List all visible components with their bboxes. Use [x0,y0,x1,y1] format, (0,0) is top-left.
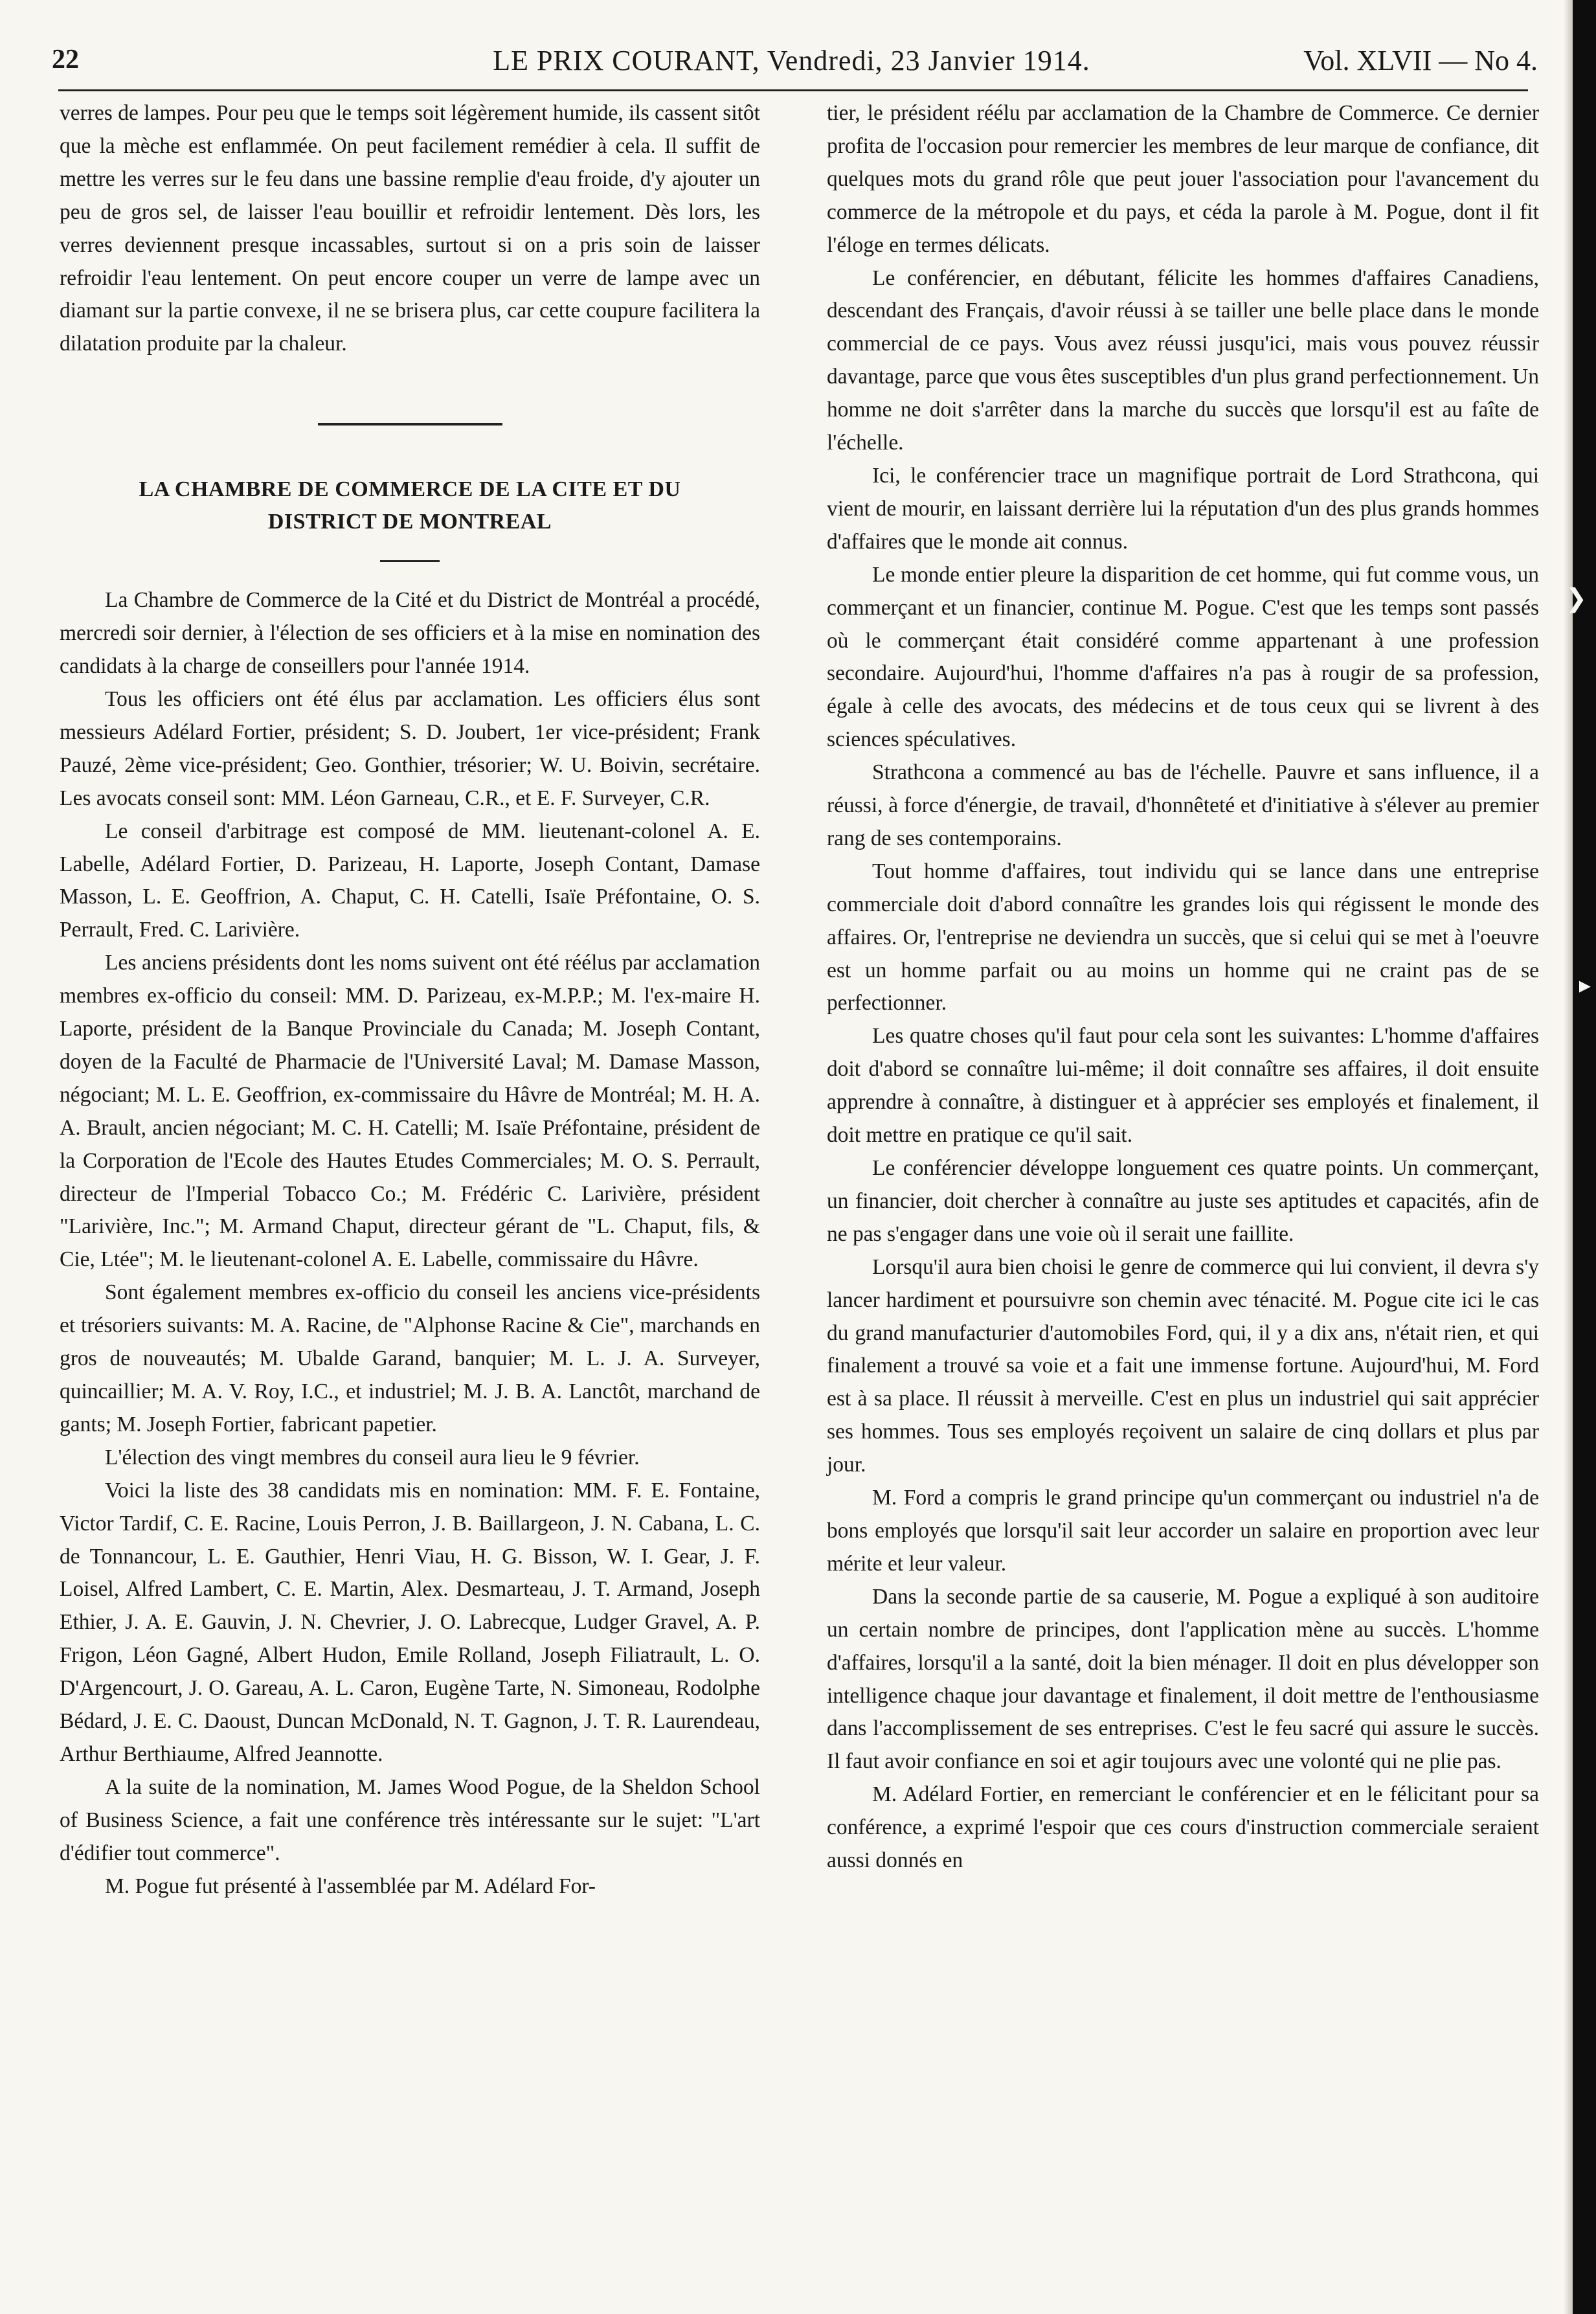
scan-edge-bar [1565,0,1596,2314]
article-paragraph: Les quatre choses qu'il faut pour cela sont les suivantes: L'homme d'affaires doit d'abord se connaître lui-même; il doit connaître ses affaires, il doit ensuite apprendre à connaître, à distinguer et à apprécier ses employés et finalement, il doit mettre en pratique ce qu'il sait. [827,1024,1539,1148]
left-column [60,97,760,1903]
volume-number: Vol. XLVII — No 4. [1303,45,1538,76]
article-paragraph: Le conférencier, en débutant, félicite les hommes d'affaires Canadiens, descendant des Français, d'avoir réussi à se tailler une belle place dans le monde commercial de ce pays. Vous avez réussi jusqu'ici, mais vous pouvez réussir davantage, parce que vous êtes susceptibles d'un plus grand perfectionnement. Un homme ne doit s'arrêter dans la marche du succès que lorsqu'il est au faîte de l'échelle. [827,266,1539,455]
header-rule [58,89,1528,91]
section-divider [318,423,502,425]
article-paragraph: Les anciens présidents dont les noms suivent ont été réélus par acclamation membres ex-officio du conseil: MM. D. Parizeau, ex-M.P.P.; M. l'ex-maire H. Laporte, président de la Banque Provinciale du Canada; M. Joseph Contant, doyen de la Faculté de Pharmacie de l'Université Laval; M. Damase Masson, négociant; M. L. E. Geoffrion, ex-commissaire du Hâvre de Montréal; M. H. A. A. Brault, ancien négociant; M. C. H. Catelli; M. Isaïe Préfontaine, président de la Corporation de l'Ecole des Hautes Etudes Commerciales; M. O. S. Perrault, directeur de l'Imperial Tobacco Co.; M. Frédéric C. Larivière, président "Larivière, Inc."; M. Armand Chaput, directeur gérant de "L. Chaput, fils, & Cie, Ltée"; M. le lieutenant-colonel A. E. Labelle, commissaire du Hâvre. [60,951,760,1272]
article-paragraph: Tout homme d'affaires, tout individu qui se lance dans une entreprise commerciale doit d'abord connaître les grandes lois qui régissent le monde des affaires. Or, l'entreprise ne deviendra un succès, que si celui qui se met à l'oeuvre est un homme parfait ou au moins un homme qui ne craint pas de se perfectionner. [827,859,1539,1015]
article-paragraph: Sont également membres ex-officio du conseil les anciens vice-présidents et trésoriers suivants: M. A. Racine, de "Alphonse Racine & Cie", marchands en gros de nouveautés; M. Ubalde Garand, banquier; M. L. J. A. Surveyer, quincaillier; M. A. V. Roy, I.C., et industriel; M. J. B. A. Lanctôt, marchand de gants; M. Joseph Fortier, fabricant papetier. [60,1280,760,1436]
article-paragraph: Le conseil d'arbitrage est composé de MM. lieutenant-colonel A. E. Labelle, Adélard Fortier, D. Parizeau, H. Laporte, Joseph Contant, Damase Masson, L. E. Geoffrion, A. Chaput, C. H. Catelli, Isaïe Préfontaine, O. S. Perrault, Fred. C. Larivière. [60,819,760,942]
article-paragraph: A la suite de la nomination, M. James Wood Pogue, de la Sheldon School of Business Science, a fait une conférence très intéressante sur le sujet: "L'art d'édifier tout commerce". [60,1775,760,1865]
page-binding-shadow [1564,0,1573,2314]
right-column [827,97,1539,1877]
section-heading [60,473,760,538]
page-number: 22 [52,45,79,74]
edge-arrow-icon: ❯ [1565,584,1587,613]
section-heading-line1: LA CHAMBRE DE COMMERCE DE LA CITE ET DU [139,477,681,502]
article-paragraph: Ici, le conférencier trace un magnifique portrait de Lord Strathcona, qui vient de mourir, en laissant derrière lui la réputation d'un des plus grands hommes d'affaires que le monde ait connus. [827,463,1539,554]
edge-mark-icon: ▸ [1579,972,1591,998]
article-paragraph: Lorsqu'il aura bien choisi le genre de commerce qui lui convient, il devra s'y lancer hardiment et poursuivre son chemin avec ténacité. M. Pogue cite ici le cas du grand manufacturier d'automobiles Ford, qui, il y a dix ans, n'était rien, et qui finalement a trouvé sa voie et a fait une immense fortune. Aujourd'hui, M. Ford est à sa place. Il réussit à merveille. C'est en plus un industriel qui sait apprécier ses hommes. Tous ses employés reçoivent un salaire de cinq dollars et plus par jour. [827,1254,1539,1477]
article-paragraph: M. Ford a compris le grand principe qu'un commerçant ou industriel n'a de bons employés que lorsqu'il sait leur accorder un salaire en proportion avec leur mérite et leur valeur. [827,1486,1539,1576]
section-heading-line2: DISTRICT DE MONTREAL [267,510,552,534]
article-paragraph: tier, le président réélu par acclamation de la Chambre de Commerce. Ce dernier profita de l'occasion pour remercier les membres de leur marque de confiance, dit quelques mots du grand rôle que peut jouer l'association pour l'avancement du commerce de la métropole et du pays, et céda la parole à M. Pogue, dont il fit l'éloge en termes délicats. [827,101,1539,257]
article-paragraph: Le monde entier pleure la disparition de cet homme, qui fut comme vous, un commerçant et un financier, continue M. Pogue. C'est que les temps sont passés où le commerçant était considéré comme appartenant à une profession secondaire. Aujourd'hui, l'homme d'affaires n'a pas à rougir de sa profession, égale à celle des avocats, des médecins et de tous ceux qui se livrent à des sciences spéculatives. [827,562,1539,752]
article-paragraph: L'élection des vingt membres du conseil aura lieu le 9 février. [105,1445,640,1469]
article-paragraph: Voici la liste des 38 candidats mis en nomination: MM. F. E. Fontaine, Victor Tardif, C. E. Racine, Louis Perron, J. B. Baillargeon, J. N. Cabana, L. C. de Tonnancour, L. E. Gauthier, Henri Viau, H. G. Bisson, W. I. Gear, J. F. Loisel, Alfred Lambert, C. E. Martin, Alex. Desmarteau, J. T. Armand, Joseph Ethier, J. A. E. Gauvin, J. N. Chevrier, J. O. Labrecque, Ludger Gravel, A. P. Frigon, Léon Gagné, Albert Hudon, Emile Rolland, Joseph Filiatrault, L. O. D'Argencourt, J. O. Gareau, A. L. Caron, Eugène Tarte, N. Simoneau, Rodolphe Bédard, J. E. C. Daoust, Duncan McDonald, N. T. Gagnon, J. T. R. Laurendeau, Arthur Berthiaume, Alfred Jeannotte. [60,1478,760,1766]
article-paragraph: Tous les officiers ont été élus par acclamation. Les officiers élus sont messieurs Adélard Fortier, président; S. D. Joubert, 1er vice-président; Frank Pauzé, 2ème vice-président; Geo. Gonthier, trésorier; W. U. Boivin, secrétaire. Les avocats conseil sont: MM. Léon Garneau, C.R., et E. F. Surveyer, C.R. [60,686,760,810]
intro-paragraph: verres de lampes. Pour peu que le temps soit légèrement humide, ils cassent sitôt que la mèche est enflammée. On peut facilement remédier à cela. Il suffit de mettre les verres sur le feu dans une bassine remplie d'eau froide, d'y ajouter un peu de gros sel, de laisser l'eau bouillir et refroidir lentement. Dès lors, les verres deviennent presque incassables, surtout si on a pris soin de laisser refroidir l'eau lentement. On peut encore couper un verre de lampe avec un diamant sur la partie convexe, il ne se brisera plus, car cette coupure facilitera la dilatation produite par la chaleur. [60,101,760,356]
article-paragraph: Le conférencier développe longuement ces quatre points. Un commerçant, un financier, doit chercher à connaître au juste ses aptitudes et capacités, afin de ne pas s'engager dans une voie où il serait une faillite. [827,1156,1539,1246]
article-paragraph: M. Pogue fut présenté à l'assemblée par M. Adélard For- [105,1874,596,1898]
page-header [45,39,1538,91]
heading-rule [380,560,440,562]
article-paragraph: La Chambre de Commerce de la Cité et du District de Montréal a procédé, mercredi soir dernier, à l'élection de ses officiers et à la mise en nomination des candidats à la charge de conseillers pour l'année 1914. [60,588,760,679]
article-paragraph: Strathcona a commencé au bas de l'échelle. Pauvre et sans influence, il a réussi, à force d'énergie, de travail, d'honnêteté et d'initiative à s'élever au premier rang de ses contemporains. [827,760,1539,850]
article-paragraph: Dans la seconde partie de sa causerie, M. Pogue a expliqué à son auditoire un certain nombre de principes, dont l'application mène au succès. L'homme d'affaires, lorsqu'il a la santé, doit la bien ménager. Il doit en plus développer son intelligence chaque jour davantage et finalement, il doit mettre de l'enthousiasme dans l'accomplissement de ses entreprises. C'est le feu sacré qui assure le succès. Il faut avoir confiance en soi et agir toujours avec une volonté qui ne plie pas. [827,1584,1539,1774]
article-paragraph: M. Adélard Fortier, en remerciant le conférencier et en le félicitant pour sa conférence, a exprimé l'espoir que ces cours d'instruction commerciale seraient aussi donnés en [827,1782,1539,1873]
masthead: LE PRIX COURANT, Vendredi, 23 Janvier 1914. [493,45,1090,76]
